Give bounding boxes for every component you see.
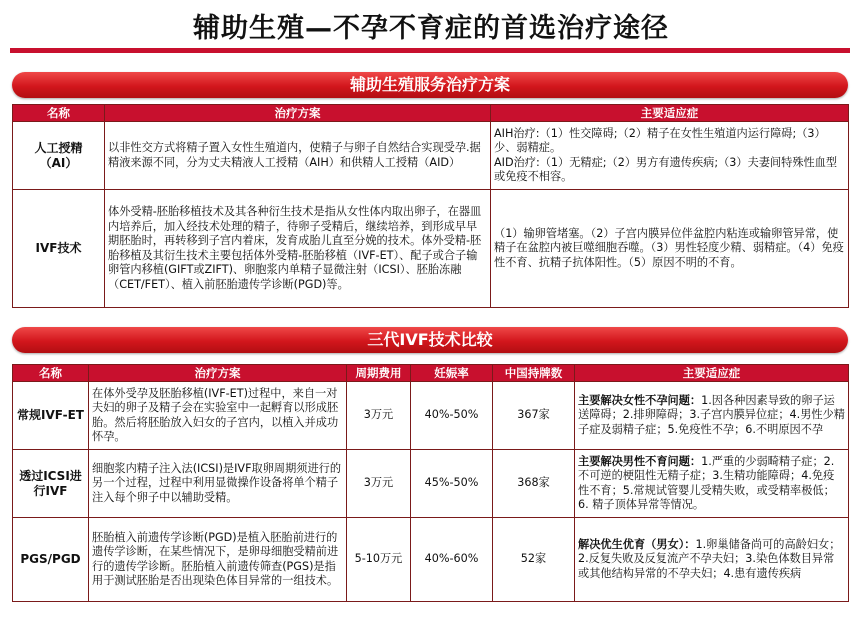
- page-title: 辅助生殖—不孕不育症的首选治疗途径: [193, 13, 669, 44]
- row-licenses: 367家: [493, 382, 575, 450]
- row-indication: （1）输卵管堵塞。（2）子宫内膜异位伴盆腔内粘连或输卵管异常，使精子在盆腔内被巨噬细胞吞噬。（3）男性轻度少精、弱精症。（4）免疫性不育、抗精子抗体阳性。（5）原因不明的不育。: [491, 190, 849, 308]
- row-rate: 45%-50%: [411, 450, 493, 518]
- header-indication: 主要适应症: [575, 365, 849, 382]
- section-banner-ivf-comparison: 三代IVF技术比较: [12, 327, 848, 353]
- row-indication: AIH治疗:（1）性交障碍;（2）精子在女性生殖道内运行障碍;（3）少、弱精症。 AID治疗:（1）无精症;（2）男方有遗传疾病;（3）夫妻间特殊性血型或免疫不相容。: [491, 122, 849, 190]
- row-licenses: 52家: [493, 518, 575, 602]
- row-name: IVF技术: [13, 190, 105, 308]
- table-header-row: [13, 105, 849, 122]
- row-indication: [575, 382, 849, 450]
- row-indication: [575, 450, 849, 518]
- row-name: 透过ICSI进行IVF: [13, 450, 89, 518]
- header-cost: 周期费用: [347, 365, 411, 382]
- section-banner-services: 辅助生殖服务治疗方案: [12, 72, 848, 98]
- table-row: [13, 122, 849, 190]
- row-name: 人工授精 （AI）: [13, 122, 105, 190]
- indication-heading: 主要解决男性不育问题：: [578, 454, 702, 468]
- header-licenses: 中国持牌数: [493, 365, 575, 382]
- row-cost: 5-10万元: [347, 518, 411, 602]
- row-cost: 3万元: [347, 450, 411, 518]
- header-name: 名称: [13, 105, 105, 122]
- indication-text: 1.因各种因素导致的卵子运送障碍；2.排卵障碍；3.子宫内膜异位症；4.男性少精子症及弱精子症；5.免疫性不孕；6.不明原因不孕: [578, 393, 845, 436]
- row-rate: 40%-50%: [411, 382, 493, 450]
- row-licenses: 368家: [493, 450, 575, 518]
- table-header-row: [13, 365, 849, 382]
- indication-text: 1.卵巢储备尚可的高龄妇女；2.反复失败及反复流产不孕夫妇；3.染色体数目异常或其他结构异常的不孕夫妇；4.患有遗传疾病: [578, 537, 841, 580]
- indication-text: 1.严重的少弱畸精子症；2.不可逆的梗阻性无精子症；3.生精功能障碍；4.免疫性不育；5.常规试管婴儿受精失败，或受精率极低；6. 精子顶体异常等情况。: [578, 454, 835, 511]
- indication-heading: 解决优生优育（男女）：: [578, 537, 696, 551]
- header-rate: 妊娠率: [411, 365, 493, 382]
- header-plan: 治疗方案: [89, 365, 347, 382]
- header-plan: 治疗方案: [105, 105, 491, 122]
- row-plan: 在体外受孕及胚胎移植(IVF-ET)过程中，来自一对夫妇的卵子及精子会在实验室中一起孵育以形成胚胎。然后将胚胎放入妇女的子宫内，以植入并成功怀孕。: [89, 382, 347, 450]
- row-name: 常规IVF-ET: [13, 382, 89, 450]
- row-cost: 3万元: [347, 382, 411, 450]
- services-table: [12, 104, 849, 308]
- ivf-comparison-table: [12, 364, 849, 602]
- row-plan: 细胞浆内精子注入法(ICSI)是IVF取卵周期须进行的另一个过程，过程中利用显微操作设备将单个精子注入每个卵子中以辅助受精。: [89, 450, 347, 518]
- header-name: 名称: [13, 365, 89, 382]
- row-indication: [575, 518, 849, 602]
- table-row: [13, 190, 849, 308]
- title-underline: [10, 48, 850, 53]
- row-plan: 体外受精-胚胎移植技术及其各种衍生技术是指从女性体内取出卵子，在器皿内培养后，加入经技术处理的精子，待卵子受精后，继续培养，到形成早早期胚胎时，再转移到子宫内着床，发育成胎儿直至分娩的技术。体外受精-胚胎移植及其衍生技术主要包括体外受精-胚胎移植（IVF-ET）、配子或合子输卵管内移植(GIFT或ZIFT)、卵胞浆内单精子显微注射（ICSI）、胚胎冻融（CET/FET）、植入前胚胎遗传学诊断(PGD)等。: [105, 190, 491, 308]
- table-row: [13, 518, 849, 602]
- indication-heading: 主要解决女性不孕问题：: [578, 393, 702, 407]
- header-indication: 主要适应症: [491, 105, 849, 122]
- row-name: PGS/PGD: [13, 518, 89, 602]
- row-plan: 胚胎植入前遗传学诊断(PGD)是植入胚胎前进行的遗传学诊断，在某些情况下，是卵母细胞受精前进行的遗传学诊断。胚胎植入前遗传筛查(PGS)是指用于测试胚胎是否出现染色体目异常的一组技术。: [89, 518, 347, 602]
- row-rate: 40%-60%: [411, 518, 493, 602]
- table-row: [13, 382, 849, 450]
- row-plan: 以非性交方式将精子置入女性生殖道内，使精子与卵子自然结合实现受孕.据精液来源不同，分为丈夫精液人工授精（AIH）和供精人工授精（AID）: [105, 122, 491, 190]
- table-row: [13, 450, 849, 518]
